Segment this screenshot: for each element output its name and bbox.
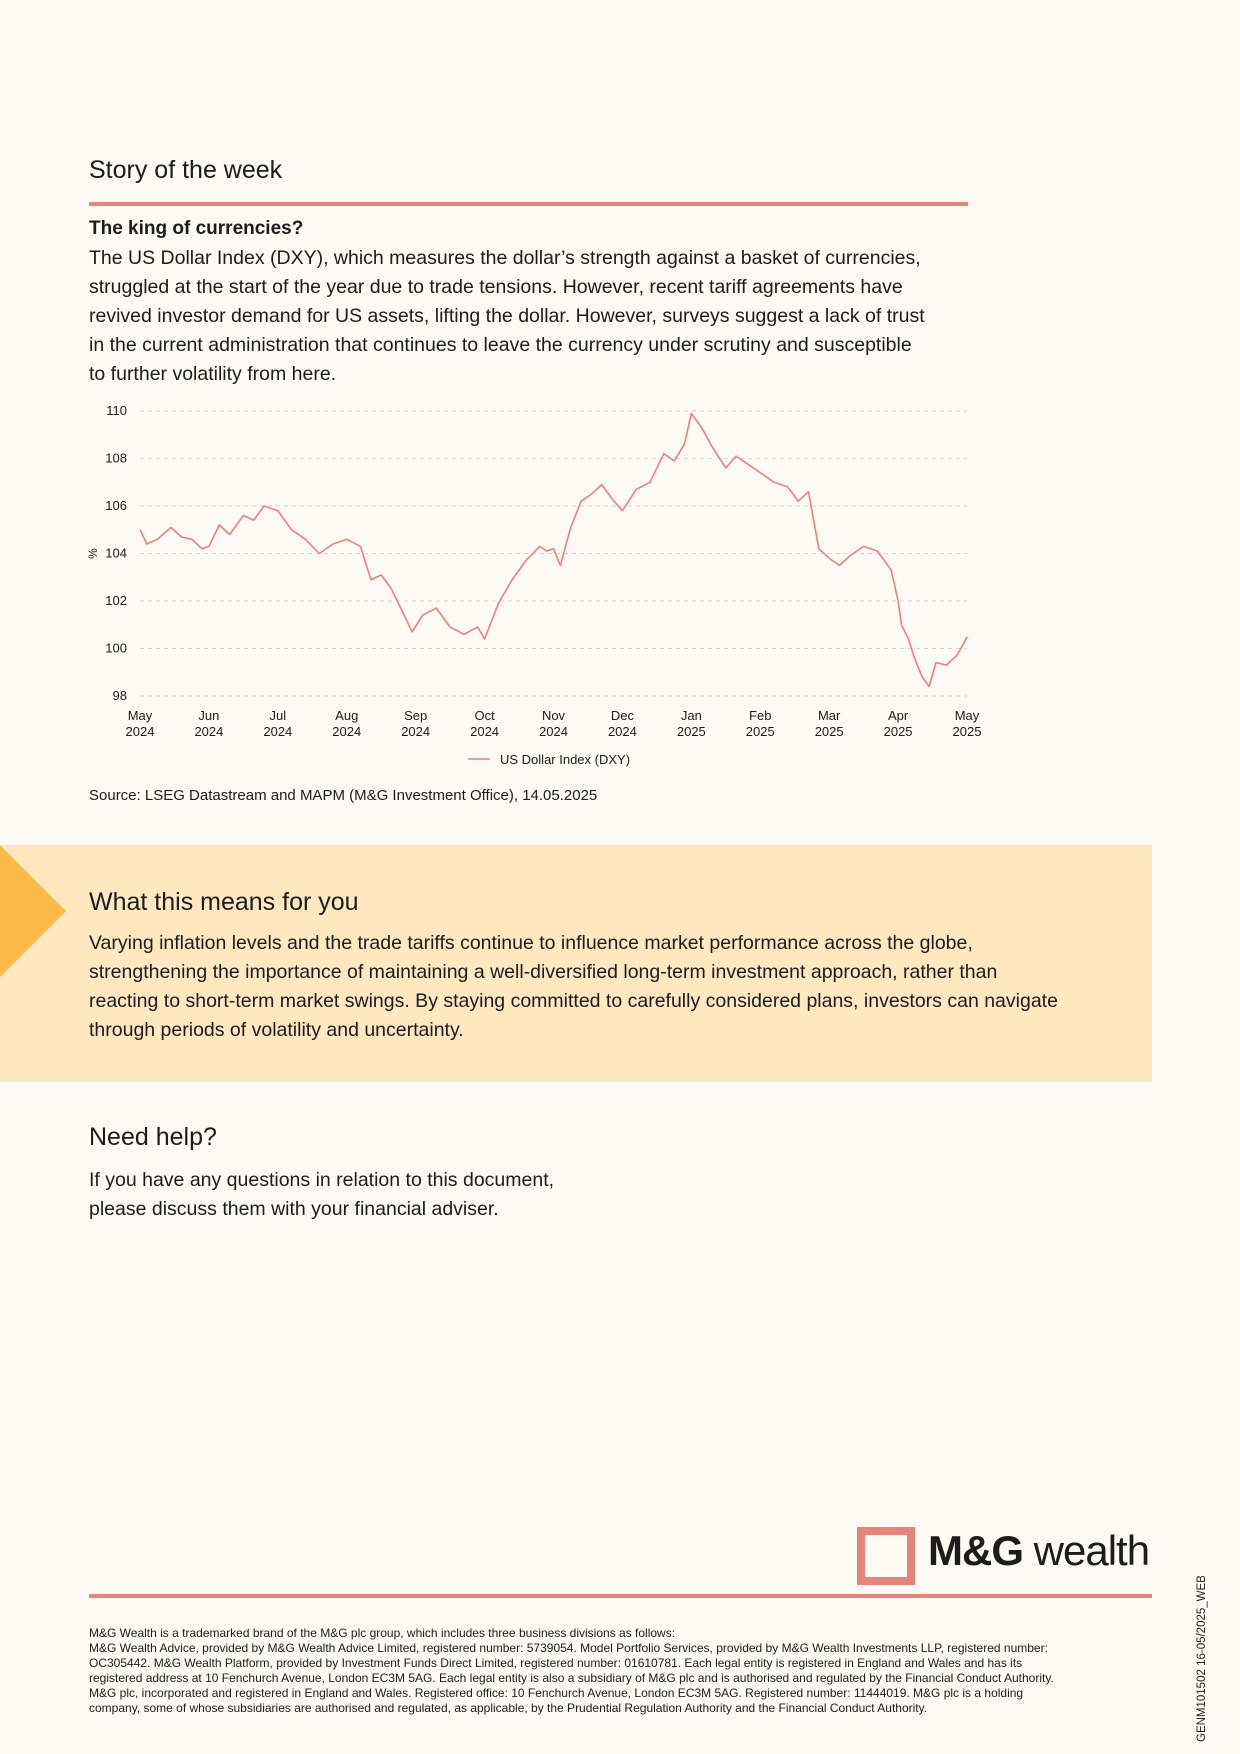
x-tick-label-month: Apr <box>887 708 909 723</box>
x-tick-label-year: 2024 <box>607 724 637 739</box>
y-tick-label: 104 <box>105 545 127 561</box>
legal-line: registered address at 10 Fenchurch Avenue, London EC3M 5AG. Each legal entity is also a subsidiary of M&G plc and is authorised and regulated by the Financial Conduct Authority. <box>89 1671 1054 1685</box>
y-axis-label: % <box>86 548 100 559</box>
x-tick-label-month: Sep <box>404 708 428 723</box>
logo-mg: M&G <box>928 1527 1023 1574</box>
story-line: to further volatility from here. <box>89 363 337 385</box>
legal-line: company, some of whose subsidiaries are authorised and regulated, as applicable, by the Prudential Regulation Authority and the Financial Conduct Authority. <box>89 1701 928 1715</box>
section-title-story: Story of the week <box>89 156 283 184</box>
x-tick-label-month: Jan <box>680 708 702 723</box>
document-reference: GENM101502 16-05/2025_WEB <box>1196 1575 1208 1742</box>
story-line: struggled at the start of the year due to trade tensions. However, recent tariff agreements have <box>89 276 903 298</box>
x-tick-label-month: Nov <box>541 708 566 723</box>
means-line: reacting to short-term market swings. By staying committed to carefully considered plans, investors can navigate <box>89 990 1058 1012</box>
section-divider <box>89 202 968 206</box>
legal-line: M&G Wealth Advice, provided by M&G Wealth Advice Limited, registered number: 5739054. Model Portfolio Services, provided by M&G Wealth Investments LLP, registered number: <box>89 1641 1048 1655</box>
help-line: If you have any questions in relation to this document, <box>89 1169 555 1191</box>
dxy-line-chart <box>0 395 1000 775</box>
logo-wealth: wealth <box>1023 1527 1150 1574</box>
story-headline: The king of currencies? <box>89 218 304 239</box>
legend-label: US Dollar Index (DXY) <box>500 752 631 767</box>
help-line: please discuss them with your financial adviser. <box>89 1198 499 1220</box>
y-tick-label: 108 <box>105 450 127 466</box>
legal-text <box>89 1626 1154 1716</box>
y-tick-label: 100 <box>105 640 127 656</box>
x-tick-label-month: Dec <box>610 708 634 723</box>
x-tick-label-year: 2025 <box>814 724 844 739</box>
story-line: revived investor demand for US assets, lifting the dollar. However, surveys suggest a lack of trust <box>89 305 925 327</box>
story-line: in the current administration that continues to leave the currency under scrutiny and susceptible <box>89 334 912 356</box>
x-tick-label-month: Mar <box>817 708 841 723</box>
x-tick-label-year: 2025 <box>676 724 706 739</box>
x-tick-label-month: May <box>954 708 980 723</box>
story-line: The US Dollar Index (DXY), which measures the dollar’s strength against a basket of currencies, <box>89 247 921 269</box>
logo-square-icon <box>857 1527 915 1585</box>
x-tick-label-year: 2024 <box>194 724 224 739</box>
x-tick-label-year: 2025 <box>952 724 982 739</box>
x-tick-label-year: 2024 <box>470 724 500 739</box>
series-line-dxy <box>140 413 967 686</box>
arrow-icon <box>0 845 66 977</box>
x-tick-label-year: 2025 <box>745 724 775 739</box>
legal-line: M&G plc, incorporated and registered in England and Wales. Registered office: 10 Fenchurch Avenue, London EC3M 5AG. Registered number: 11444019. M&G plc is a holding <box>89 1686 1024 1700</box>
y-tick-label: 98 <box>112 688 127 703</box>
x-tick-label-month: Feb <box>749 708 772 723</box>
means-title: What this means for you <box>89 888 359 916</box>
chart-source: Source: LSEG Datastream and MAPM (M&G Investment Office), 14.05.2025 <box>89 787 598 804</box>
means-paragraph <box>89 929 1139 1045</box>
x-tick-label-month: Jul <box>269 708 287 723</box>
y-tick-label: 102 <box>105 593 127 608</box>
legal-line: OC305442. M&G Wealth Platform, provided by Investment Funds Direct Limited, registered number: 01610781. Each legal entity is registered in England and Wales and has its <box>89 1656 1023 1670</box>
means-line: Varying inflation levels and the trade tariffs continue to influence market performance across the globe, <box>89 932 973 954</box>
x-tick-label-year: 2024 <box>125 724 155 739</box>
x-tick-label-year: 2024 <box>401 724 431 739</box>
legal-line: M&G Wealth is a trademarked brand of the M&G plc group, which includes three business divisions as follows: <box>89 1626 676 1640</box>
x-tick-label-month: May <box>127 708 153 723</box>
x-tick-label-year: 2025 <box>883 724 913 739</box>
y-tick-label: 110 <box>106 403 127 418</box>
brand-logo-text <box>928 1527 1149 1575</box>
x-tick-label-month: Jun <box>198 708 220 723</box>
x-tick-label-year: 2024 <box>263 724 293 739</box>
x-tick-label-month: Aug <box>335 708 359 723</box>
x-tick-label-year: 2024 <box>539 724 568 739</box>
x-tick-label-month: Oct <box>474 708 495 723</box>
means-line: strengthening the importance of maintaining a well-diversified long-term investment approach, rather than <box>89 961 998 983</box>
footer-divider <box>89 1594 1152 1598</box>
means-line: through periods of volatility and uncertainty. <box>89 1019 464 1041</box>
y-tick-label: 106 <box>105 498 127 513</box>
story-paragraph <box>89 244 989 389</box>
x-tick-label-year: 2024 <box>332 724 362 739</box>
help-paragraph <box>89 1166 789 1224</box>
help-title: Need help? <box>89 1123 217 1151</box>
